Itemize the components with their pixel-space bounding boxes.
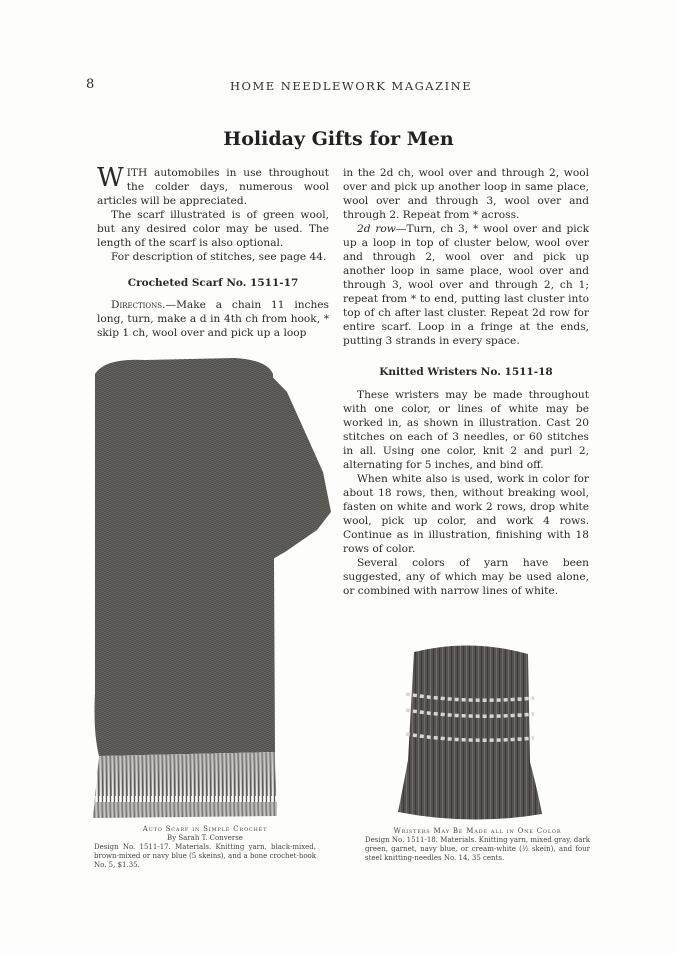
wristers-heading: Knitted Wristers No. 1511-18 [379, 366, 553, 378]
wristers-illustration [396, 642, 544, 822]
left-column [97, 163, 329, 340]
scarf-caption-byline: By Sarah T. Converse [167, 834, 243, 842]
right-column [343, 166, 589, 598]
page-title: Holiday Gifts for Men [223, 128, 454, 150]
wristers-body [398, 645, 542, 819]
scarf-illustration [85, 352, 333, 820]
directions-text: —Make a chain 11 inches long, turn, make a d in 4th ch from hook, * skip 1 ch, wool over and pick up a loop [97, 299, 329, 339]
row-label: 2d row [357, 223, 396, 235]
scarf-heading: Crocheted Scarf No. 1511-17 [127, 277, 299, 289]
scarf-caption-title: Auto Scarf in Simple Crochet [142, 825, 268, 833]
scarf-caption [94, 825, 316, 870]
wristers-caption-title: Wristers May Be Made all in One Color [393, 827, 562, 835]
wristers-caption [365, 827, 590, 863]
running-head: HOME NEEDLEWORK MAGAZINE [230, 79, 473, 93]
intro-text: ITH automobiles in use throughout the colder days, numerous wool articles will be appreciated. [97, 167, 329, 207]
scarf-directions [97, 298, 329, 340]
page-number: 8 [86, 77, 95, 92]
wristers-paragraph-1: These wristers may be made throughout with one color, or lines of white may be worked in, as shown in illustration. Cast 20 stitches on each of 3 needles, or 60 stitches in all. Using one color, knit 2 and purl 2, alternating for 5 inches, and bind off. [343, 389, 589, 471]
scarf-fringe [93, 752, 277, 818]
wristers-caption-details: Design No. 1511-18. Materials. Knitting yarn, mixed gray, dark green, garnet, navy blue, or cream-white (½ skein), and four steel knitting-needles No. 14, 35 cents. [365, 836, 590, 862]
stitch-reference: For description of stitches, see page 44. [111, 251, 327, 263]
second-row-instructions [343, 222, 589, 348]
scarf-directions-continued: in the 2d ch, wool over and through 2, wool over and pick up another loop in same place, wool over and through 3, wool over and through 2. Repeat from * across. [343, 167, 589, 221]
wristers-paragraph-2: When white also is used, work in color for about 18 rows, then, without breaking wool, fasten on white and work 2 rows, drop white wool, pick up color, and work 4 rows. Continue as in illustration, finishing with 18 rows of color. [343, 473, 589, 555]
scarf-caption-details: Design No. 1511-17. Materials. Knitting yarn, black-mixed, brown-mixed or navy blue (5 skeins), and a bone crochet-hook No. 5, $1.35. [94, 843, 316, 869]
intro-paragraph [97, 163, 329, 208]
wristers-paragraph-3: Several colors of yarn have been suggested, any of which may be used alone, or combined with narrow lines of white. [343, 557, 589, 597]
scarf-body [95, 358, 276, 756]
scarf-color-paragraph: The scarf illustrated is of green wool, but any desired color may be used. The length of the scarf is also optional. [97, 209, 329, 249]
drop-cap: W [97, 163, 124, 193]
directions-label: Directions. [111, 299, 166, 311]
row-text: —Turn, ch 3, * wool over and pick up a loop in top of cluster below, wool over and through 2, wool over and pick up another loop in same place, wool over and through 3, wool over and through 2, ch 1; repeat from * to end, putting last cluster into top of ch after last cluster. Repeat 2d row for entire scarf. Loop in a fringe at the ends, putting 3 strands in every space. [343, 223, 589, 347]
